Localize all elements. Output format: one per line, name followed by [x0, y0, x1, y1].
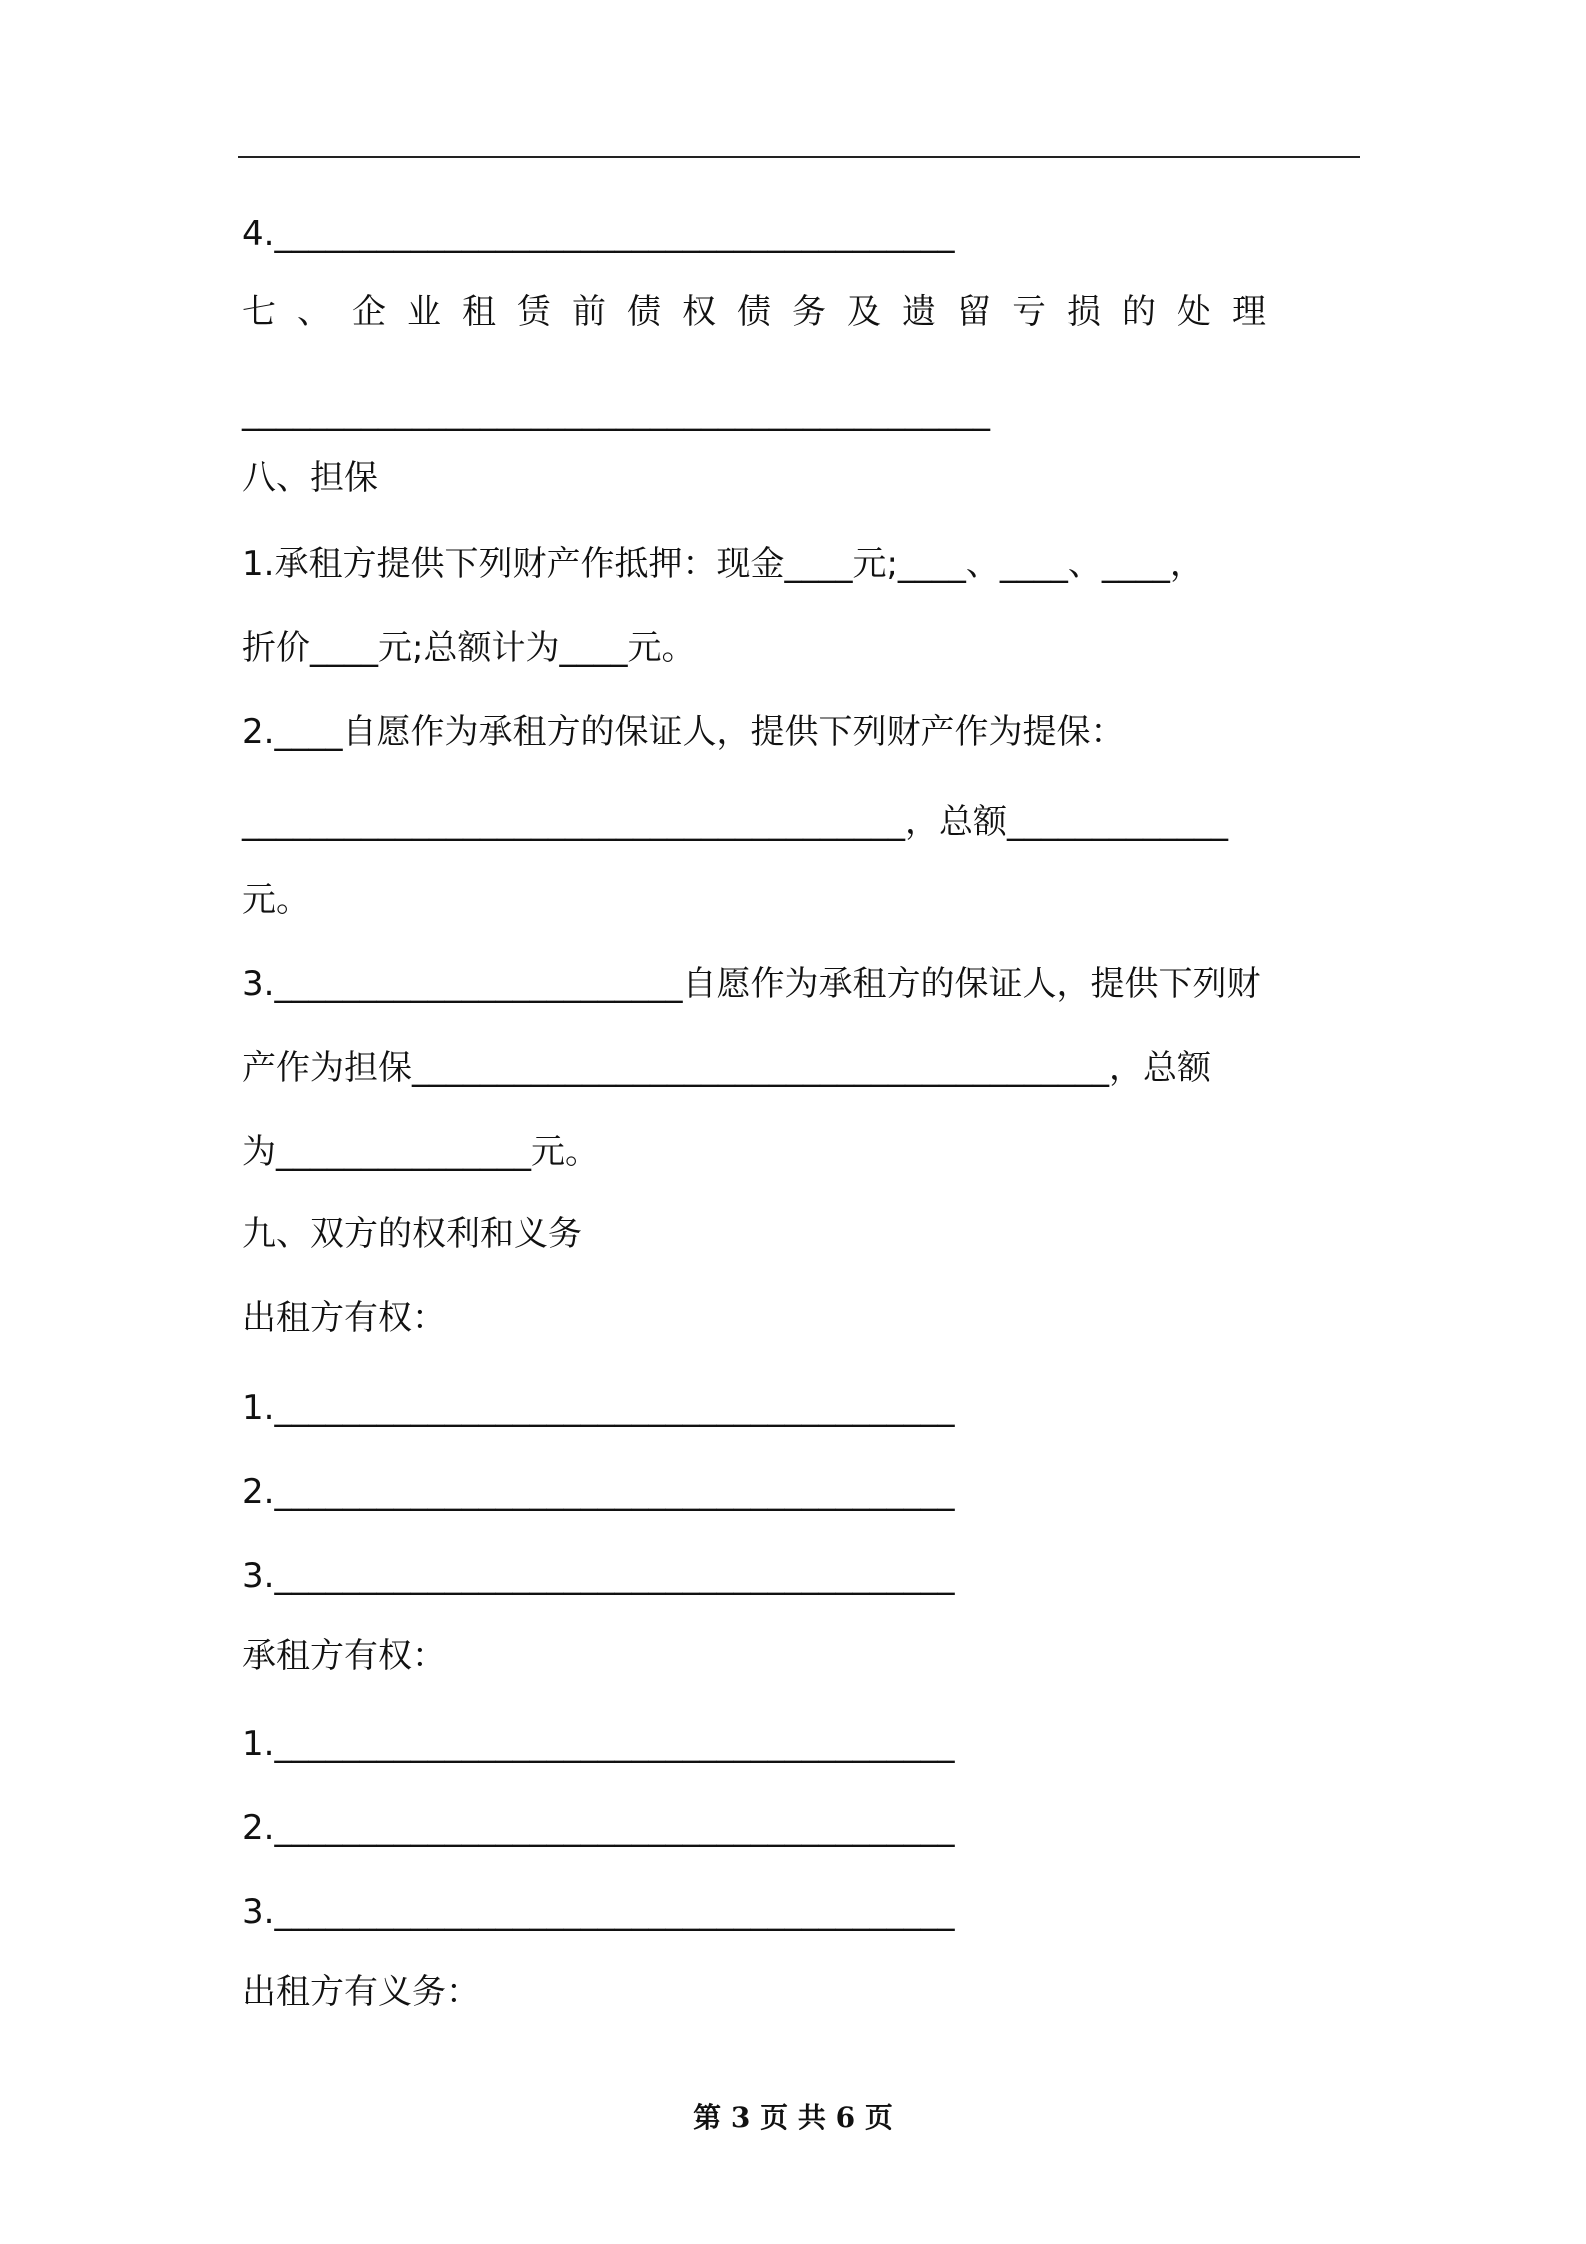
- lessee-right-3: 3.________________________________________: [242, 1892, 955, 1932]
- lessor-right-3: 3.________________________________________: [242, 1556, 955, 1596]
- guarantee-item-3-end: 为_______________元。: [242, 1132, 599, 1172]
- guarantee-item-3: 3.________________________自愿作为承租方的保证人，提供下列财: [242, 964, 1261, 1004]
- lessee-right-2: 2.________________________________________: [242, 1808, 955, 1848]
- lessee-rights-heading: 承租方有权：: [242, 1636, 446, 1676]
- section-7-heading: 七、企业租赁前债权债务及遗留亏损的处理: [242, 292, 1287, 332]
- lessor-obligations-heading: 出租方有义务：: [242, 1972, 480, 2012]
- guarantee-item-3-cont: 产作为担保_________________________________________，总额: [242, 1048, 1211, 1088]
- lessor-rights-heading: 出租方有权：: [242, 1298, 446, 1338]
- item-4-blank: 4.________________________________________: [242, 214, 955, 254]
- guarantee-item-2: 2.____自愿作为承租方的保证人，提供下列财产作为提保：: [242, 712, 1125, 752]
- guarantee-item-2-cont: _______________________________________，总额_____________: [242, 802, 1228, 842]
- lessor-right-1: 1.________________________________________: [242, 1388, 955, 1428]
- guarantee-item-1-cont: 折价____元;总额计为____元。: [242, 628, 696, 668]
- lessor-right-2: 2.________________________________________: [242, 1472, 955, 1512]
- page-footer: 第 3 页 共 6 页: [693, 2101, 893, 2134]
- section-8-heading: 八、担保: [242, 458, 378, 498]
- guarantee-item-2-end: 元。: [242, 880, 310, 920]
- section-7-blank: ____________________________________________: [242, 392, 990, 432]
- lessee-right-1: 1.________________________________________: [242, 1724, 955, 1764]
- guarantee-item-1: 1.承租方提供下列财产作抵押：现金____元;____、____、____，: [242, 544, 1204, 584]
- header-rule: [238, 156, 1360, 158]
- section-9-heading: 九、双方的权利和义务: [242, 1214, 582, 1254]
